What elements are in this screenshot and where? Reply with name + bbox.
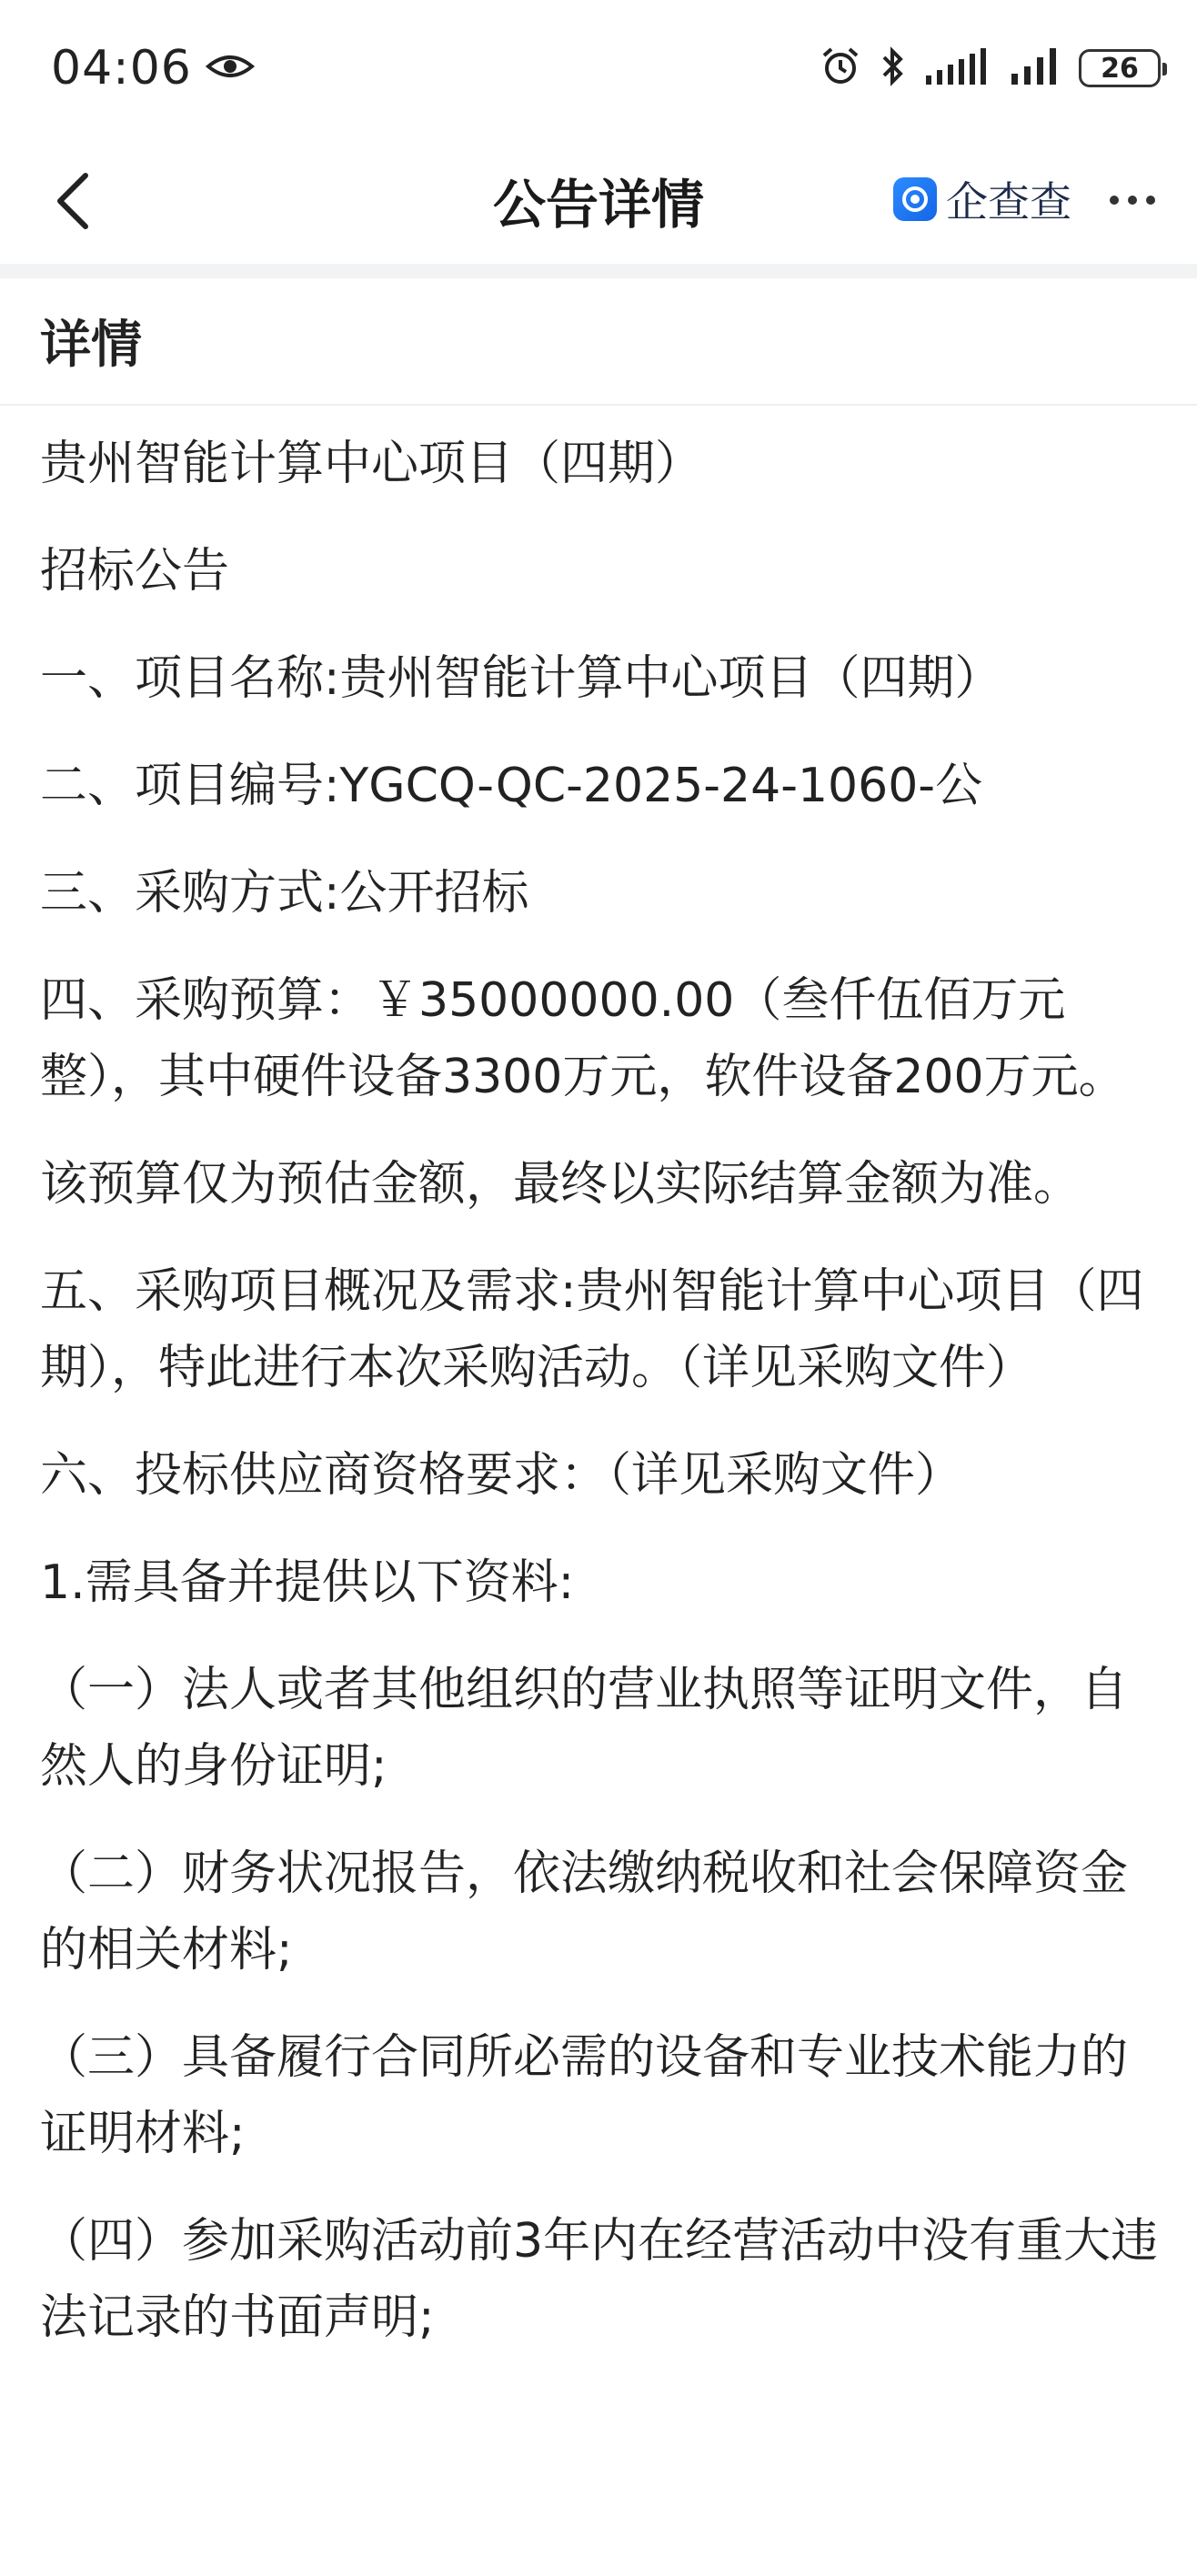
brand-logo-icon xyxy=(893,177,937,221)
announcement-content xyxy=(40,426,1168,2387)
paragraph: 六、投标供应商资格要求：（详见采购文件） xyxy=(40,1448,963,1503)
brand-name: 企查查 xyxy=(946,177,1071,226)
paragraph: （二）财务状况报告，依法缴纳税收和社会保障资金的相关材料; xyxy=(40,1846,1129,1977)
more-horizontal-icon xyxy=(1146,196,1155,205)
eye-icon xyxy=(205,48,256,88)
signal-icon xyxy=(922,46,991,90)
signal-icon xyxy=(1008,46,1062,90)
paragraph: 三、采购方式:公开招标 xyxy=(40,866,529,921)
paragraph: 二、项目编号:YGCQ-QC-2025-24-1060-公 xyxy=(40,759,983,813)
nav-bar xyxy=(0,136,1197,264)
bluetooth-icon xyxy=(879,45,906,92)
more-horizontal-icon xyxy=(1110,196,1119,205)
page-title: 公告详情 xyxy=(492,174,704,236)
divider xyxy=(0,264,1197,278)
back-button[interactable] xyxy=(45,169,100,233)
more-button[interactable] xyxy=(1101,173,1164,227)
paragraph: （一）法人或者其他组织的营业执照等证明文件，自然人的身份证明; xyxy=(40,1663,1129,1794)
section-header xyxy=(0,278,1197,406)
battery-icon: 26 xyxy=(1079,49,1161,87)
status-left xyxy=(51,41,256,96)
status-right xyxy=(819,45,1161,92)
status-bar xyxy=(0,0,1197,136)
more-horizontal-icon xyxy=(1128,196,1137,205)
paragraph: 该预算仅为预估金额，最终以实际结算金额为准。 xyxy=(40,1157,1081,1212)
paragraph: （四）参加采购活动前3年内在经营活动中没有重大违法记录的书面声明; xyxy=(40,2214,1159,2345)
chevron-left-icon xyxy=(55,172,91,230)
paragraph: 一、项目名称:贵州智能计算中心项目（四期） xyxy=(40,651,1002,706)
status-time: 04:06 xyxy=(51,41,192,96)
paragraph: 五、采购项目概况及需求:贵州智能计算中心项目（四期），特此进行本次采购活动。（详见采购文件） xyxy=(40,1264,1144,1395)
brand-link[interactable] xyxy=(893,169,1071,229)
alarm-icon xyxy=(819,45,862,92)
paragraph: 贵州智能计算中心项目（四期） xyxy=(40,437,703,491)
section-title: 详情 xyxy=(40,316,142,375)
paragraph: 1.需具备并提供以下资料: xyxy=(40,1555,575,1610)
paragraph: 四、采购预算：￥35000000.00（叁仟伍佰万元整），其中硬件设备3300万元，软件设备200万元。 xyxy=(40,973,1126,1104)
paragraph: （三）具备履行合同所必需的设备和专业技术能力的证明材料; xyxy=(40,2030,1129,2161)
paragraph: 招标公告 xyxy=(40,544,230,599)
